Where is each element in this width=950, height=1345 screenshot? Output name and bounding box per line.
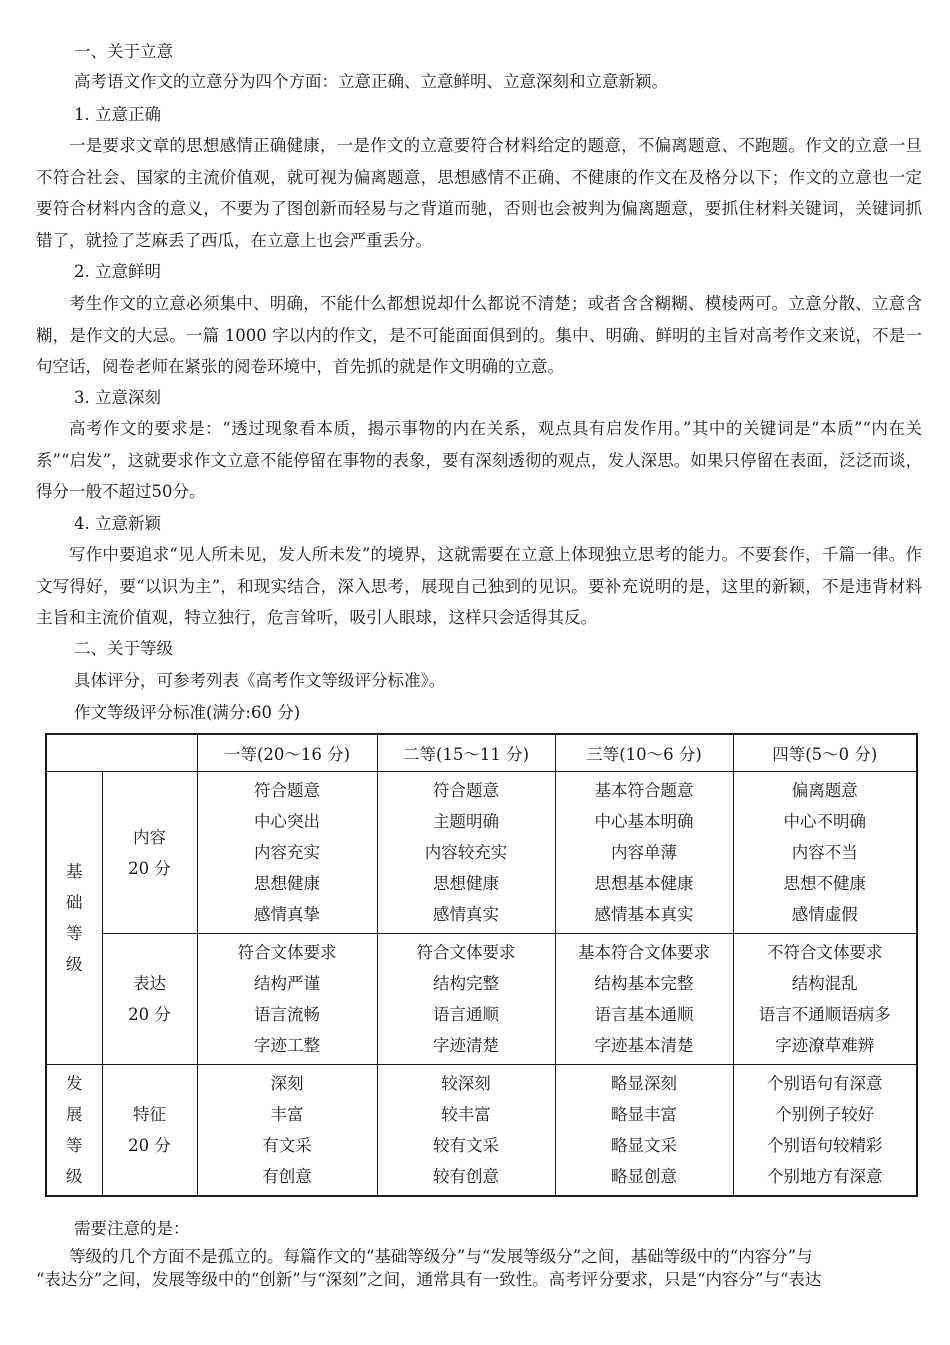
group-development-label: 发 展 等 级 xyxy=(46,1065,102,1197)
expression-grade-2-cell: 符合文体要求 结构完整 语言通顺 字迹清楚 xyxy=(377,934,555,1065)
group-basic-label: 基 础 等 级 xyxy=(46,772,102,1065)
expression-grade-4-cell: 不符合文体要求 结构混乱 语言不通顺语病多 字迹潦草难辨 xyxy=(733,934,917,1065)
section-2-intro: 具体评分，可参考列表《高考作文等级评分标准》。 xyxy=(74,671,446,690)
item-2-text: 考生作文的立意必须集中、明确，不能什么都想说却什么都说不清楚；或者含含糊糊、模棱两可。立意分散、立意含糊，是作文的大忌。一篇 1000 字以内的作文，是不可能面面俱到的。集中、明确、鲜明的主旨对高考作文来说，不是一句空话，阅卷老师在紧张的阅卷环境中，首先抓的就是作文明确的立意。 xyxy=(36,294,922,376)
notes-text: 等级的几个方面不是孤立的。每篇作文的“基础等级分”与“发展等级分”之间，基础等级中的“内容分”与 xyxy=(69,1247,813,1266)
row-label-expression: 表达 20 分 xyxy=(102,934,197,1065)
content-grade-1-cell: 符合题意 中心突出 内容充实 思想健康 感情真挚 xyxy=(197,772,377,934)
features-grade-2-cell: 较深刻 较丰富 较有文采 较有创意 xyxy=(377,1065,555,1197)
header-grade-4: 四等(5～0 分) xyxy=(733,734,917,772)
features-grade-3-cell: 略显深刻 略显丰富 略显文采 略显创意 xyxy=(555,1065,733,1197)
item-4-text: 写作中要追求“见人所未见，发人所未发”的境界，这就需要在立意上体现独立思考的能力。不要套作，千篇一律。作文写得好，要“以识为主”，和现实结合，深入思考，展现自己独到的见识。要补充说明的是，这里的新颖，不是违背材料主旨和主流价值观，特立独行，危言耸听，吸引人眼球，这样只会适得其反。 xyxy=(36,545,922,627)
features-grade-4-cell: 个别语句有深意 个别例子较好 个别语句较精彩 个别地方有深意 xyxy=(733,1065,917,1197)
expression-grade-3-cell: 基本符合文体要求 结构基本完整 语言基本通顺 字迹基本清楚 xyxy=(555,934,733,1065)
item-3-text: 高考作文的要求是：“透过现象看本质，揭示事物的内在关系，观点具有启发作用。”其中的关键词是“本质”“内在关系”“启发”，这就要求作文立意不能停留在事物的表象，要有深刻透彻的观点，发人深思。如果只停留在表面，泛泛而谈，得分一般不超过50分。 xyxy=(36,419,922,501)
row-label-content: 内容 20 分 xyxy=(102,772,197,934)
table-caption: 作文等级评分标准(满分:60 分) xyxy=(74,703,301,722)
header-grade-1: 一等(20～16 分) xyxy=(197,734,377,772)
cut-off-line xyxy=(36,1270,922,1295)
header-grade-2: 二等(15～11 分) xyxy=(377,734,555,772)
table-row-content xyxy=(46,772,917,934)
grading-table xyxy=(45,733,918,1197)
content-grade-4-cell: 偏离题意 中心不明确 内容不当 思想不健康 感情虚假 xyxy=(733,772,917,934)
features-grade-1-cell: 深刻 丰富 有文采 有创意 xyxy=(197,1065,377,1197)
cut-off-line-text: “表达分”之间，发展等级中的“创新”与“深刻”之间，通常具有一致性。高考评分要求，只是“内容分”与“表达 xyxy=(36,1270,822,1289)
expression-grade-1-cell: 符合文体要求 结构严谨 语言流畅 字迹工整 xyxy=(197,934,377,1065)
section-1-heading: 一、关于立意 xyxy=(74,42,173,61)
item-1-text: 一是要求文章的思想感情正确健康，一是作文的立意要符合材料给定的题意，不偏离题意、不跑题。作文的立意一旦不符合社会、国家的主流价值观，就可视为偏离题意，思想感情不正确、不健康的作文在及格分以下；作文的立意也一定要符合材料内含的意义，不要为了图创新而轻易与之背道而驰，否则也会被判为偏离题意，要抓住材料关键词，关键词抓错了，就捡了芝麻丢了西瓜，在立意上也会严重丢分。 xyxy=(36,136,922,250)
header-grade-3: 三等(10～6 分) xyxy=(555,734,733,772)
table-row-expression xyxy=(46,934,917,1065)
section-1-intro: 高考语文作文的立意分为四个方面：立意正确、立意鲜明、立意深刻和立意新颖。 xyxy=(74,72,668,91)
row-label-features: 特征 20 分 xyxy=(102,1065,197,1197)
item-2-title: 2. 立意鲜明 xyxy=(74,262,161,281)
table-header-row xyxy=(46,734,917,772)
table-corner-cell xyxy=(46,734,197,772)
section-2-heading: 二、关于等级 xyxy=(74,639,173,658)
item-3-title: 3. 立意深刻 xyxy=(74,388,161,407)
table-row-features xyxy=(46,1065,917,1197)
item-1-title: 1. 立意正确 xyxy=(74,105,161,124)
content-grade-3-cell: 基本符合题意 中心基本明确 内容单薄 思想基本健康 感情基本真实 xyxy=(555,772,733,934)
item-4-title: 4. 立意新颖 xyxy=(74,514,161,533)
content-grade-2-cell: 符合题意 主题明确 内容较充实 思想健康 感情真实 xyxy=(377,772,555,934)
notes-heading: 需要注意的是： xyxy=(74,1219,190,1238)
page-bottom-margin xyxy=(0,1295,950,1345)
